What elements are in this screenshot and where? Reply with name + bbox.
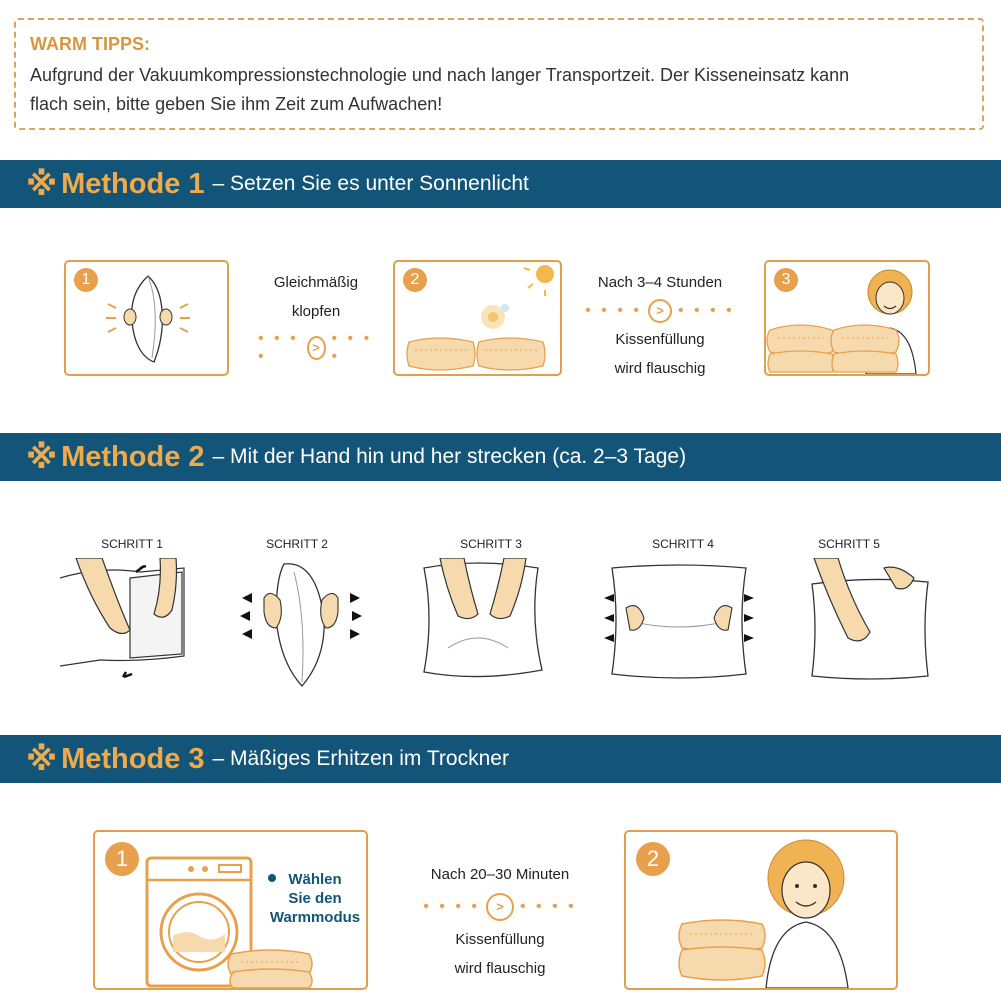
- step-1-unpack-pillow-icon: [60, 558, 190, 688]
- step-label-4: SCHRITT 4: [652, 537, 714, 551]
- reference-mark-icon: ※: [26, 439, 58, 475]
- dots-right: • • • •: [331, 330, 373, 365]
- caption-line: klopfen: [291, 303, 341, 320]
- tips-text-line-1: Aufgrund der Vakuumkompressionstechnologie und nach langer Transportzeit. Der Kisseneinsatz kann: [30, 65, 850, 85]
- caption-line: Nach 20–30 Minuten: [430, 866, 570, 883]
- step-number-badge: 1: [74, 268, 98, 292]
- pillows-in-sunlight-icon: [395, 262, 560, 374]
- method-3-banner: [0, 735, 1001, 783]
- step-4-stretch-pillow-icon: [604, 562, 754, 682]
- tips-text-line-2: flach sein, bitte geben Sie ihm Zeit zum Aufwachen!: [30, 94, 443, 114]
- method-3-step-2-card: [624, 830, 898, 990]
- caption-line: Nach 3–4 Stunden: [597, 274, 723, 291]
- step-label-2: SCHRITT 2: [266, 537, 328, 551]
- method-1-caption-a: [258, 268, 374, 366]
- method-3-subtitle: – Mäßiges Erhitzen im Trockner: [212, 747, 509, 770]
- caption-line: Kissenfüllung: [615, 331, 705, 348]
- dots-right: • • • •: [678, 302, 735, 319]
- caption-line: Gleichmäßig: [273, 274, 359, 291]
- dots-left: • • • •: [423, 898, 480, 915]
- step-label-1: SCHRITT 1: [101, 537, 163, 551]
- method-2-title: Methode 2: [61, 440, 205, 473]
- reference-mark-icon: ※: [26, 166, 58, 202]
- tips-title: WARM TIPPS:: [30, 34, 150, 54]
- mode-instruction: [265, 870, 365, 927]
- method-3-step-1-card: [93, 830, 368, 990]
- method-1-step-3-card: [764, 260, 930, 376]
- step-number-badge: 2: [403, 268, 427, 292]
- method-1-step-2-card: [393, 260, 562, 376]
- caption-line: wird flauschig: [614, 360, 706, 377]
- method-2-subtitle: – Mit der Hand hin und her strecken (ca. 2–3 Tage): [212, 445, 687, 468]
- step-number-badge: 3: [774, 268, 798, 292]
- mode-text-line: Sie den: [288, 890, 342, 907]
- mode-text-line: Warmmodus: [269, 909, 361, 926]
- reference-mark-icon: ※: [26, 741, 58, 777]
- step-5-pat-pillow-icon: [804, 558, 934, 682]
- warm-tips-box: [14, 18, 984, 130]
- method-3-title: Methode 3: [61, 742, 205, 775]
- chevron-right-icon: >: [307, 336, 326, 360]
- step-number-badge: 1: [105, 842, 139, 876]
- dots-left: • • • •: [585, 302, 642, 319]
- caption-line: wird flauschig: [454, 960, 546, 977]
- caption-line: Kissenfüllung: [455, 931, 545, 948]
- step-3-press-pillow-icon: [418, 558, 548, 683]
- dots-right: • • • •: [520, 898, 577, 915]
- chevron-right-icon: >: [648, 299, 672, 323]
- dots-left: • • • •: [258, 330, 299, 365]
- person-with-fluffy-pillows-icon: [766, 262, 928, 374]
- chevron-right-icon: >: [486, 893, 514, 921]
- method-1-banner: [0, 160, 1001, 208]
- step-number-badge: 2: [636, 842, 670, 876]
- step-label-5: SCHRITT 5: [818, 537, 880, 551]
- method-1-caption-b: [578, 268, 742, 383]
- patting-pillow-icon: [66, 262, 226, 374]
- method-1-subtitle: – Setzen Sie es unter Sonnenlicht: [212, 172, 529, 195]
- step-label-3: SCHRITT 3: [460, 537, 522, 551]
- method-3-caption: [412, 860, 588, 983]
- step-2-shake-pillow-icon: [236, 558, 366, 688]
- method-2-banner: [0, 433, 1001, 481]
- method-1-title: Methode 1: [61, 167, 205, 200]
- person-with-fluffy-pillows-icon: [626, 832, 896, 988]
- mode-text-line: Wählen: [288, 871, 342, 888]
- method-1-step-1-card: [64, 260, 229, 376]
